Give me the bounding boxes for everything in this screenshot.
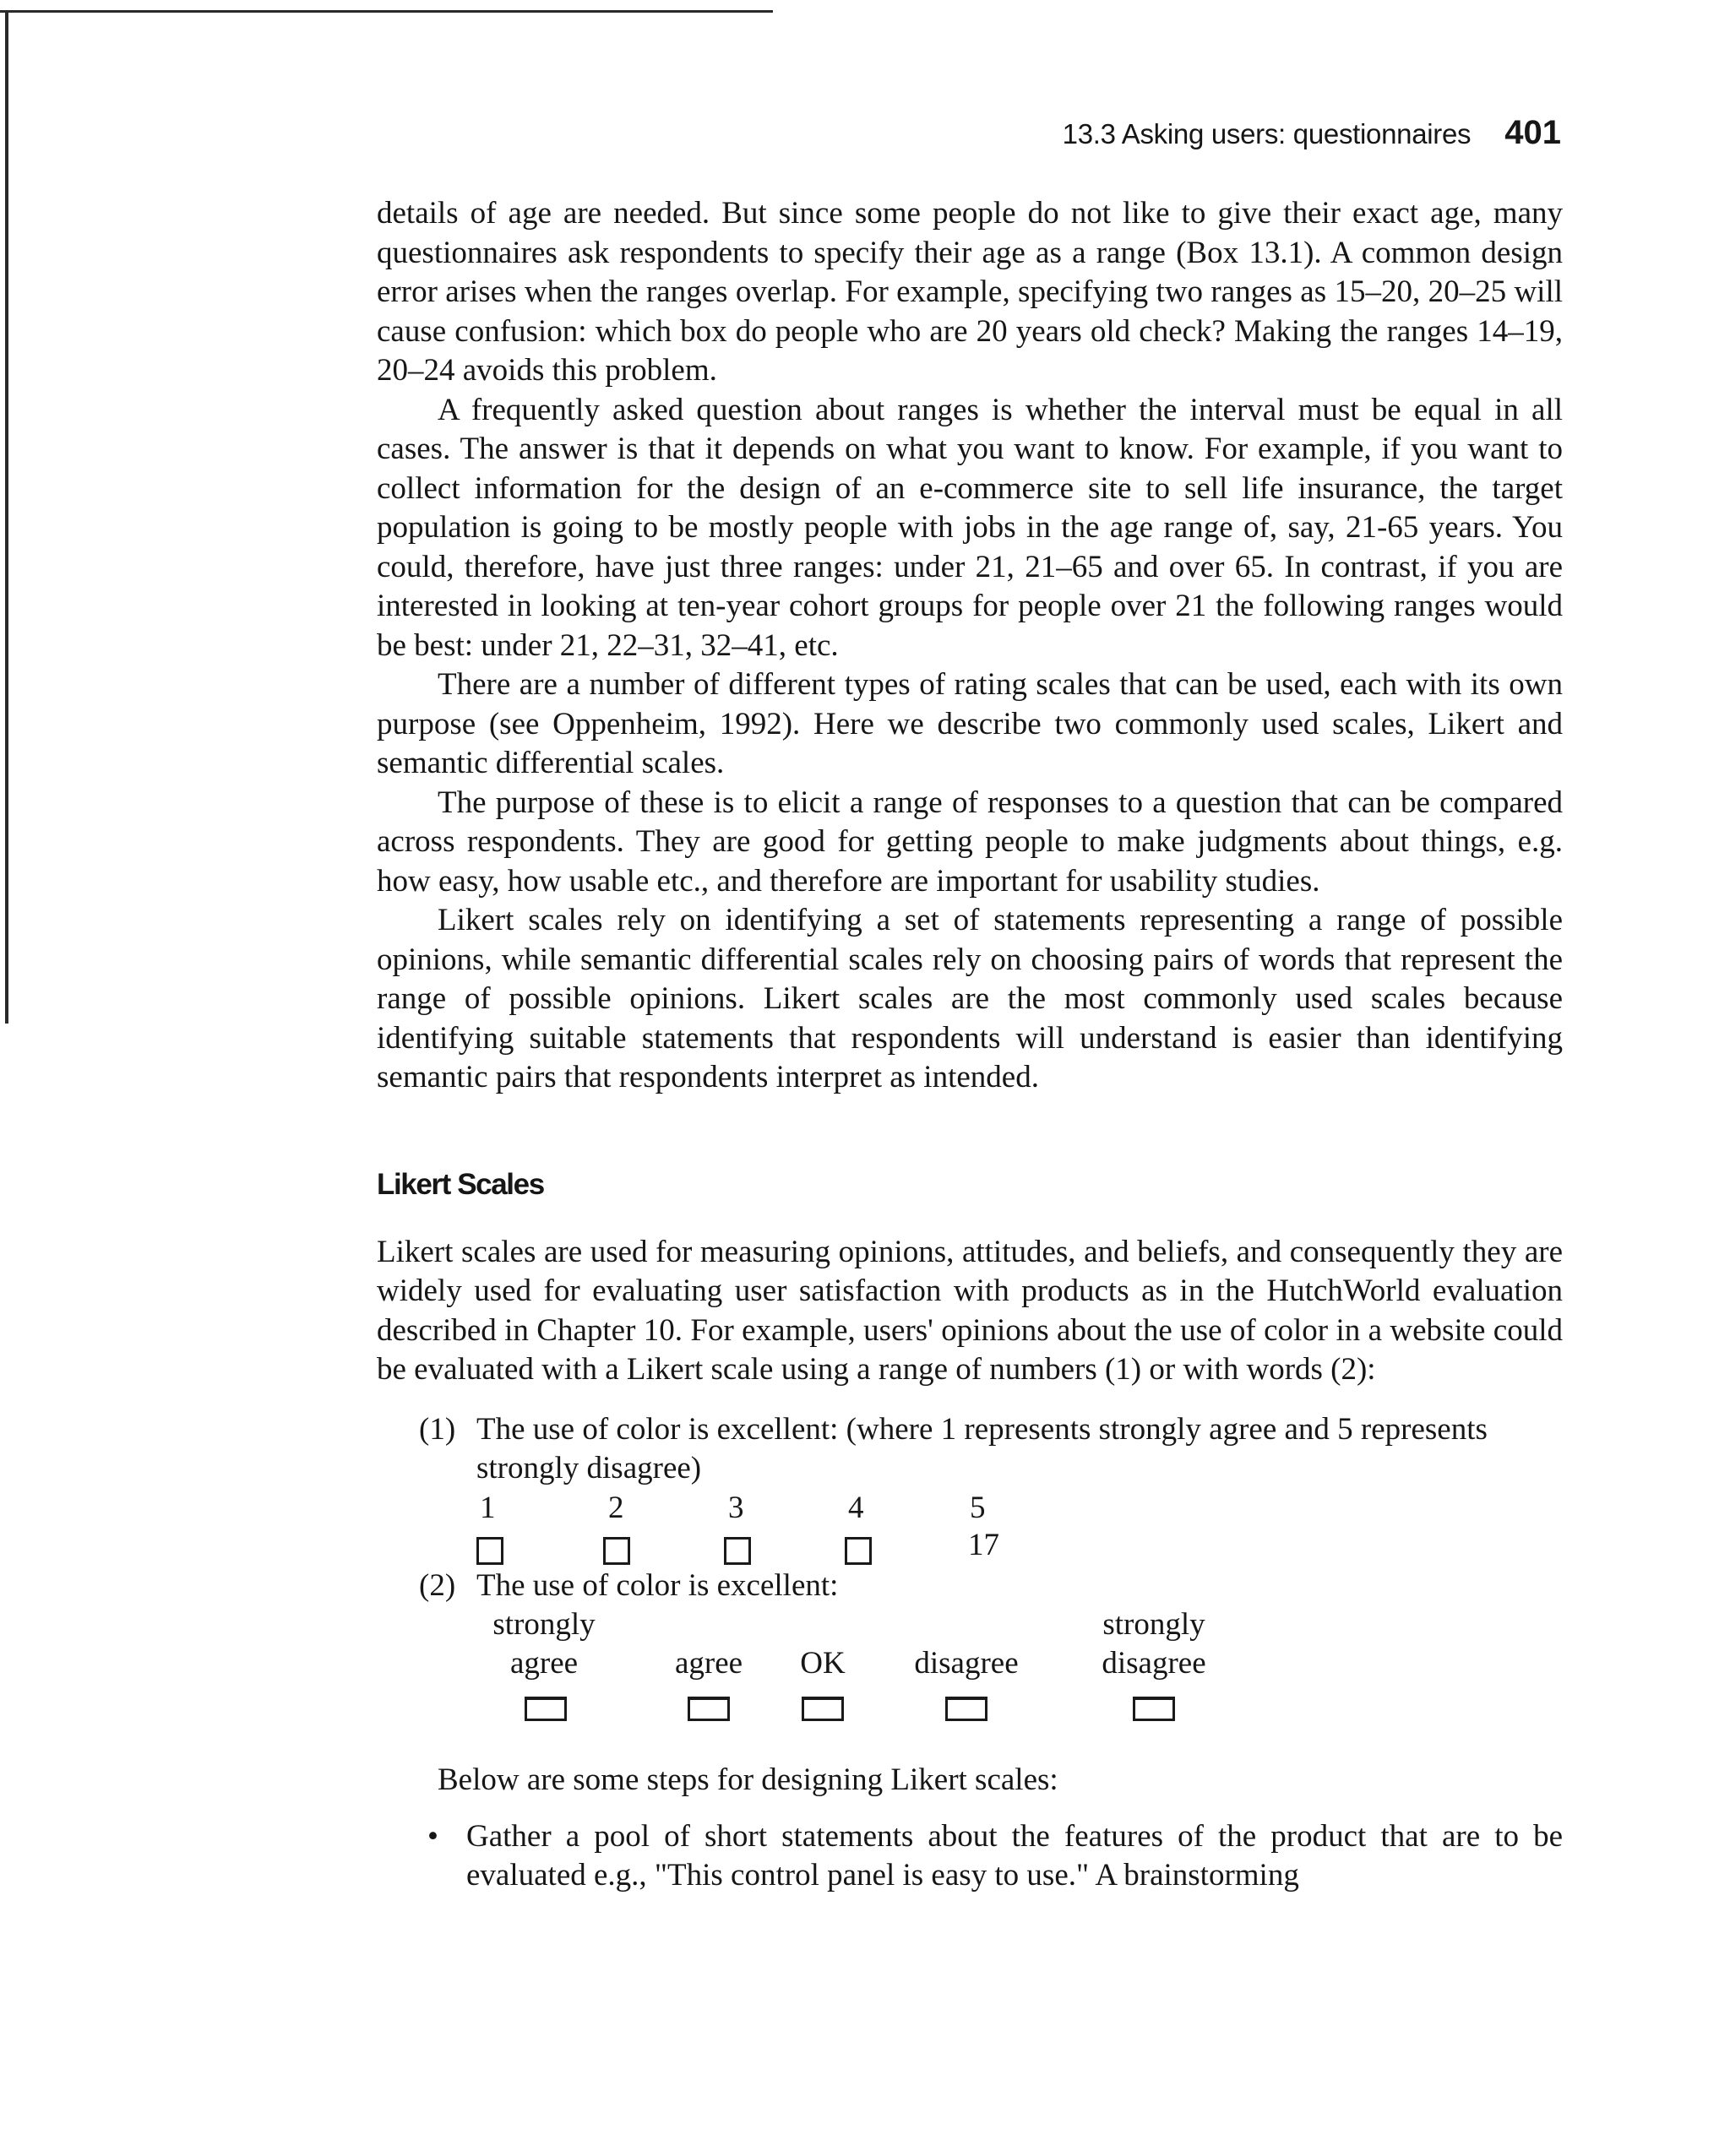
example-numeric-scale [377, 1410, 1563, 1567]
scale-mark-five: 17 [968, 1527, 999, 1562]
checkbox-square [603, 1537, 630, 1565]
example-number: (2) [419, 1567, 456, 1603]
checkbox-square [845, 1537, 872, 1565]
page-number: 401 [1504, 114, 1561, 151]
section-title: 13.3 Asking users: questionnaires [1062, 118, 1472, 149]
paragraph-age-ranges: details of age are needed. But since some people do not like to give their exact age, many questionnaires ask respondents to specify their age as a range (Box 13.1). A common design error arises when the ranges overlap. For example, specifying two ranges as 15–20, 20–25 will cause confusion: which box do people who are 20 years old check? Making the ranges 14–19, 20–24 avoids this problem. [377, 196, 1563, 388]
paragraph-rating-scales: There are a number of different types of rating scales that can be used, each with its own purpose (see Oppenheim, 1992). Here we describe two commonly used scales, Likert and semantic differential scales. [377, 667, 1563, 780]
scan-border-top [0, 10, 773, 13]
steps-intro: Below are some steps for designing Likert scales: [438, 1762, 1058, 1797]
scale-label: agree [674, 1646, 743, 1681]
section-heading-likert: Likert Scales [377, 1167, 544, 1201]
paragraph-purpose: The purpose of these is to elicit a range of responses to a question that can be compared across respondents. They are good for getting people to make judgments about things, e.g. how easy, how usable etc., and therefore are important for usability studies. [377, 785, 1563, 899]
word-scale [476, 1605, 1563, 1732]
example-text: The use of color is excellent: [476, 1567, 839, 1603]
checkbox-rectangle [525, 1697, 567, 1721]
paragraph-likert-vs-semantic: Likert scales rely on identifying a set of statements representing a range of possible opinions, while semantic differential scales rely on choosing pairs of words that represent the range of possible opinions. Likert scales are the most commonly used scales because identifying suitable statements that respondents will understand is easier than identifying semantic pairs that respondents interpret as intended. [377, 903, 1563, 1094]
example-number: (1) [419, 1411, 456, 1447]
scale-number: 5 [970, 1490, 986, 1525]
scale-number: 1 [480, 1490, 496, 1525]
scale-label: strongly [1102, 1607, 1205, 1642]
running-head [929, 114, 1561, 165]
checkbox-square [724, 1537, 751, 1565]
paragraph-likert-intro: Likert scales are used for measuring opinions, attitudes, and beliefs, and consequently they are widely used for evaluating user satisfaction with products as in the HutchWorld evaluation described in Chapter 10. For example, users' opinions about the use of color in a website could be evaluated with a Likert scale using a range of numbers (1) or with words (2): [377, 1234, 1563, 1387]
scale-number: 4 [848, 1490, 864, 1525]
checkbox-rectangle [945, 1697, 987, 1721]
scale-label: strongly [492, 1607, 596, 1642]
example-word-scale [377, 1567, 1563, 1733]
example-text: The use of color is excellent: (where 1 represents strongly agree and 5 represents strongly disagree) [476, 1411, 1488, 1485]
page-body [377, 194, 1563, 1896]
steps-list [377, 1817, 1563, 1896]
bullet-icon: • [427, 1818, 438, 1854]
scale-label: disagree [914, 1646, 1019, 1681]
paragraph-interval: A frequently asked question about ranges is whether the interval must be equal in all cases. The answer is that it depends on what you want to know. For example, if you want to collect information for the design of an e-commerce site to sell life insurance, the target population is going to be mostly people with jobs in the age range of, say, 21-65 years. You could, therefore, have just three ranges: under 21, 21–65 and over 65. In contrast, if you are interested in looking at ten-year cohort groups for people over 21 the following ranges would be best: under 21, 22–31, 32–41, etc. [377, 392, 1563, 663]
list-item [377, 1817, 1563, 1896]
scale-label: agree [509, 1646, 579, 1681]
list-item-text: Gather a pool of short statements about the features of the product that are to be evaluated e.g., "This control panel is easy to use." A brainstorming [466, 1818, 1563, 1893]
scale-number: 3 [728, 1490, 744, 1525]
scale-number: 2 [608, 1490, 624, 1525]
scan-border-left [5, 10, 8, 1024]
checkbox-square [476, 1537, 503, 1565]
numeric-scale [476, 1489, 1563, 1567]
scale-label: disagree [1102, 1646, 1206, 1681]
checkbox-rectangle [802, 1697, 844, 1721]
scale-label: OK [800, 1646, 846, 1681]
checkbox-rectangle [1133, 1697, 1175, 1721]
checkbox-rectangle [688, 1697, 730, 1721]
